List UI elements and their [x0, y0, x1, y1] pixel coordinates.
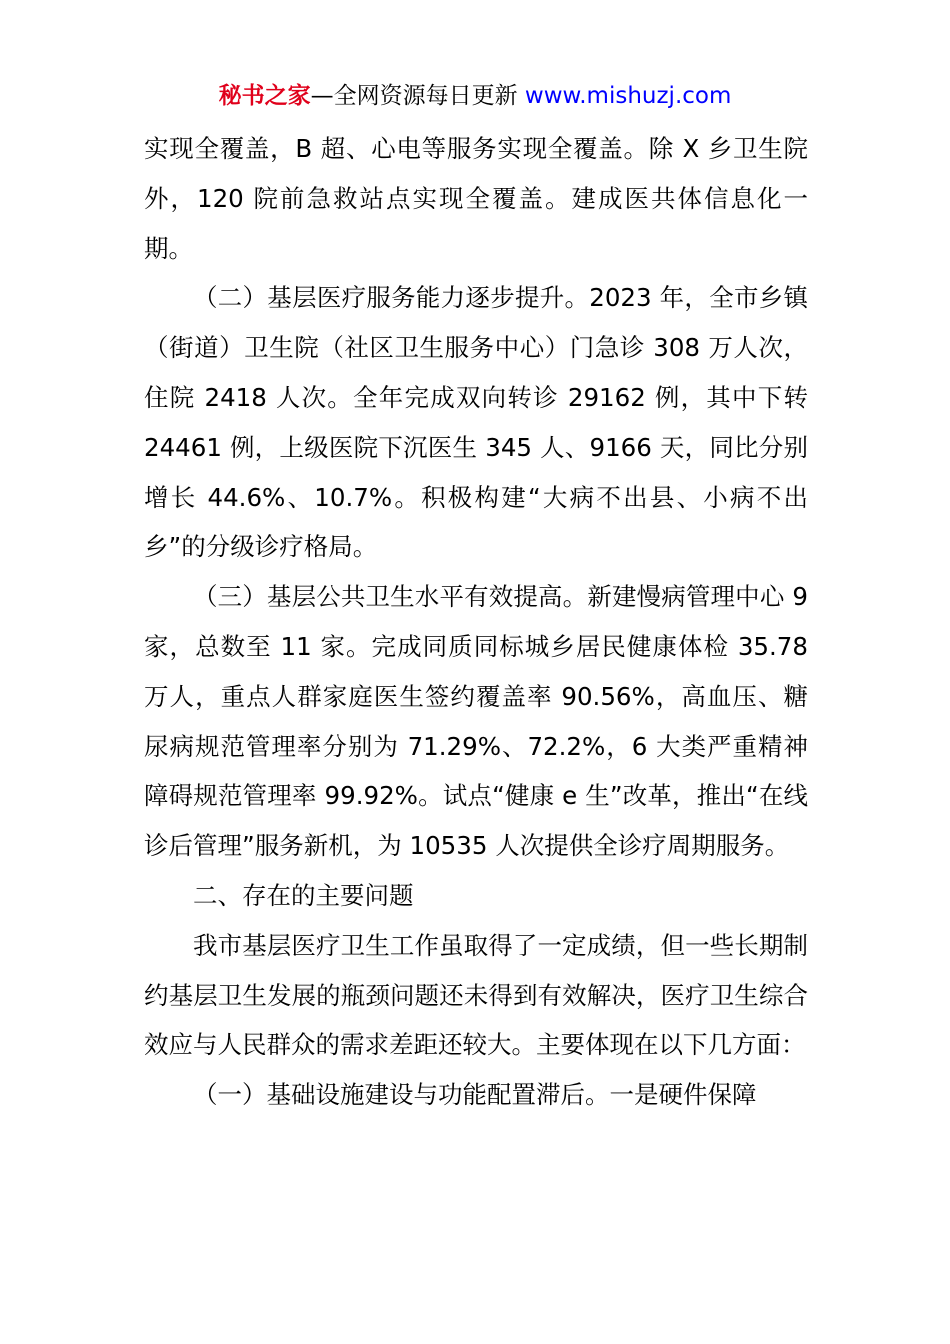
header-slogan: —全网资源每日更新	[310, 83, 518, 109]
site-url-link[interactable]: www.mishuzj.com	[524, 83, 732, 109]
paragraph-section-2: （二）基层医疗服务能力逐步提升。2023 年，全市乡镇（街道）卫生院（社区卫生服务中心）门急诊 308 万人次，住院 2418 人次。全年完成双向转诊 29162 例，其中下转 24461 例，上级医院下沉医生 345 人、9166 天，同比分别增长 44.6%、10.7%。积极构建“大病不出县、小病不出乡”的分级诊疗格局。	[144, 283, 808, 562]
paragraph-problems-intro: 我市基层医疗卫生工作虽取得了一定成绩，但一些长期制约基层卫生发展的瓶颈问题还未得到有效解决，医疗卫生综合效应与人民群众的需求差距还较大。主要体现在以下几方面：	[144, 930, 808, 1060]
page-header	[0, 80, 950, 112]
paragraph-section-3: （三）基层公共卫生水平有效提高。新建慢病管理中心 9 家，总数至 11 家。完成同质同标城乡居民健康体检 35.78 万人，重点人群家庭医生签约覆盖率 90.56%，高血压、糖尿病规范管理率分别为 71.29%、72.2%，6 大类严重精神障碍规范管理率 99.92%。试点“健康 e 生”改革，推出“在线诊后管理”服务新机，为 10535 人次提供全诊疗周期服务。	[144, 582, 808, 861]
paragraph-continuation: 实现全覆盖，B 超、心电等服务实现全覆盖。除 X 乡卫生院外，120 院前急救站点实现全覆盖。建成医共体信息化一期。	[144, 134, 808, 263]
document-body	[144, 124, 808, 1120]
section-heading-problems: 二、存在的主要问题	[193, 880, 414, 910]
paragraph-problem-1: （一）基础设施建设与功能配置滞后。一是硬件保障	[193, 1080, 757, 1110]
brand-name: 秘书之家	[218, 83, 311, 109]
